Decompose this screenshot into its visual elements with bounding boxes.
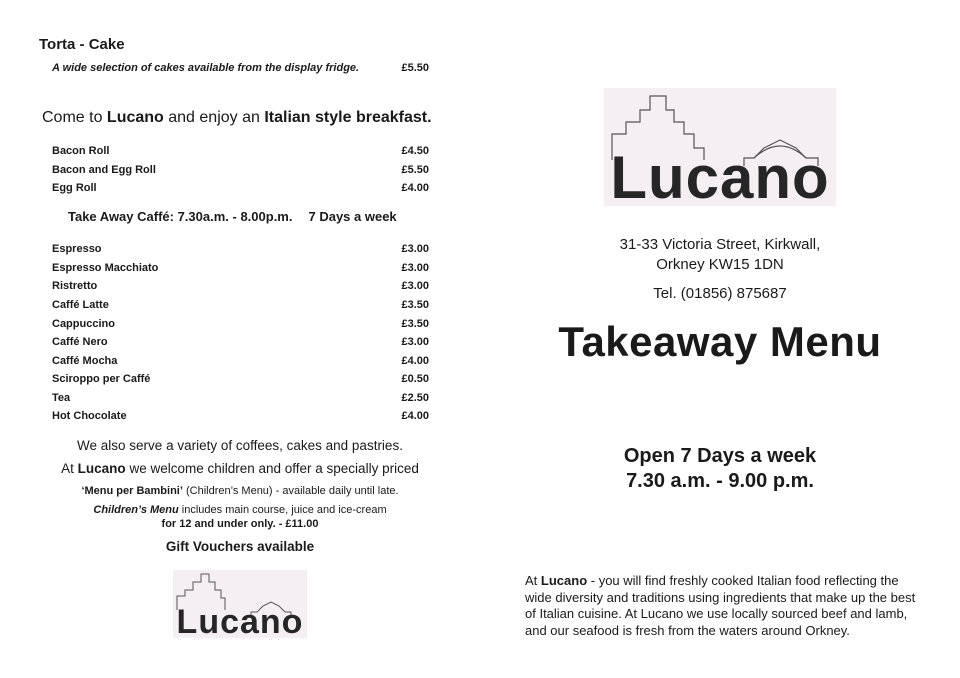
coffee-item-price: £2.50: [401, 392, 429, 404]
coffee-item-price: £3.50: [401, 318, 429, 330]
coffee-item-name: Cappuccino: [52, 318, 115, 330]
coffee-item-price: £3.50: [401, 299, 429, 311]
cake-item: [52, 62, 429, 74]
coffee-item-name: Espresso: [52, 243, 102, 255]
breakfast-item: [52, 145, 429, 157]
coffee-item: [52, 262, 429, 274]
breakfast-item-name: Bacon Roll: [52, 145, 110, 157]
breakfast-headline-pre: Come to: [42, 109, 107, 126]
lucano-logo: [604, 88, 836, 206]
coffee-item: [52, 243, 429, 255]
also-serve-note: We also serve a variety of coffees, cakes and pastries.: [77, 438, 403, 453]
breakfast-headline-mid: and enjoy an: [163, 109, 265, 126]
childrens-menu-note: [40, 504, 440, 516]
welcome-brand: Lucano: [77, 461, 126, 476]
takeaway-hours-days: 7 Days a week: [308, 209, 397, 224]
lucano-logo-word: Lucano: [610, 144, 830, 206]
address-line-2: Orkney KW15 1DN: [656, 256, 784, 273]
coffee-item-price: £4.00: [401, 410, 429, 422]
bambini-note: [40, 485, 440, 497]
breakfast-item-price: £4.00: [401, 182, 429, 194]
bambini-bold: ‘Menu per Bambini’: [81, 485, 183, 497]
breakfast-headline: [42, 109, 432, 127]
breakfast-headline-bold: Italian style breakfast.: [264, 109, 432, 126]
coffee-item: [52, 280, 429, 292]
breakfast-item-name: Bacon and Egg Roll: [52, 164, 156, 176]
breakfast-item: [52, 164, 429, 176]
bambini-rest: (Children’s Menu) - available daily until late.: [182, 485, 399, 497]
coffee-item: [52, 410, 429, 422]
takeaway-hours: [68, 209, 397, 224]
coffee-item: [52, 336, 429, 348]
coffee-item-name: Tea: [52, 392, 71, 404]
coffee-item-price: £4.00: [401, 355, 429, 367]
address-line-1: 31-33 Victoria Street, Kirkwall,: [619, 236, 821, 253]
lucano-logo-small-word: Lucano: [176, 603, 304, 638]
childrens-menu-price: for 12 and under only. - £11.00: [161, 518, 319, 530]
about-pre: At: [525, 573, 541, 588]
coffee-item: [52, 373, 429, 385]
breakfast-headline-brand: Lucano: [106, 109, 164, 126]
cake-price: £5.50: [401, 62, 429, 74]
breakfast-item-price: £5.50: [401, 164, 429, 176]
menu-title: Takeaway Menu: [558, 318, 882, 365]
opening-hours: 7.30 a.m. - 9.00 p.m.: [626, 470, 814, 492]
about-text: - you will find freshly cooked Italian food reflecting the wide diversity and traditions using ingredients that make up the best of Italian cuisine. At Lucano we use locally sourced beef and lamb, and our seafood is fresh from the waters around Orkney.: [525, 573, 916, 638]
coffee-item-name: Sciroppo per Caffé: [52, 373, 151, 385]
welcome-pre: At: [61, 461, 78, 476]
children-welcome-note: [40, 461, 440, 476]
breakfast-item: [52, 182, 429, 194]
coffee-item-price: £0.50: [401, 373, 429, 385]
about-paragraph: [525, 573, 925, 639]
coffee-item: [52, 318, 429, 330]
takeaway-hours-label: Take Away Caffé: 7.30a.m. - 8.00p.m.: [68, 209, 293, 224]
coffee-item-name: Caffé Nero: [52, 336, 108, 348]
coffee-item-price: £3.00: [401, 336, 429, 348]
coffee-item-name: Ristretto: [52, 280, 98, 292]
coffee-item-name: Espresso Macchiato: [52, 262, 159, 274]
cake-section-title: Torta - Cake: [39, 36, 125, 53]
coffee-item: [52, 392, 429, 404]
coffee-item-price: £3.00: [401, 280, 429, 292]
coffee-item: [52, 299, 429, 311]
breakfast-item-price: £4.50: [401, 145, 429, 157]
welcome-post: we welcome children and offer a specially priced: [125, 461, 419, 476]
childrens-menu-label: Children’s Menu: [93, 504, 179, 516]
about-brand: Lucano: [540, 573, 588, 588]
coffee-item: [52, 355, 429, 367]
coffee-item-name: Hot Chocolate: [52, 410, 127, 422]
lucano-logo-small: [173, 570, 307, 638]
coffee-item-name: Caffé Latte: [52, 299, 109, 311]
cake-description: A wide selection of cakes available from the display fridge.: [52, 62, 360, 74]
coffee-item-price: £3.00: [401, 262, 429, 274]
childrens-menu-rest: includes main course, juice and ice-cream: [178, 504, 387, 516]
breakfast-item-name: Egg Roll: [52, 182, 97, 194]
coffee-item-price: £3.00: [401, 243, 429, 255]
gift-vouchers-note: Gift Vouchers available: [165, 539, 315, 554]
opening-days: Open 7 Days a week: [623, 445, 817, 467]
coffee-item-name: Caffé Mocha: [52, 355, 118, 367]
telephone: Tel. (01856) 875687: [653, 285, 787, 302]
